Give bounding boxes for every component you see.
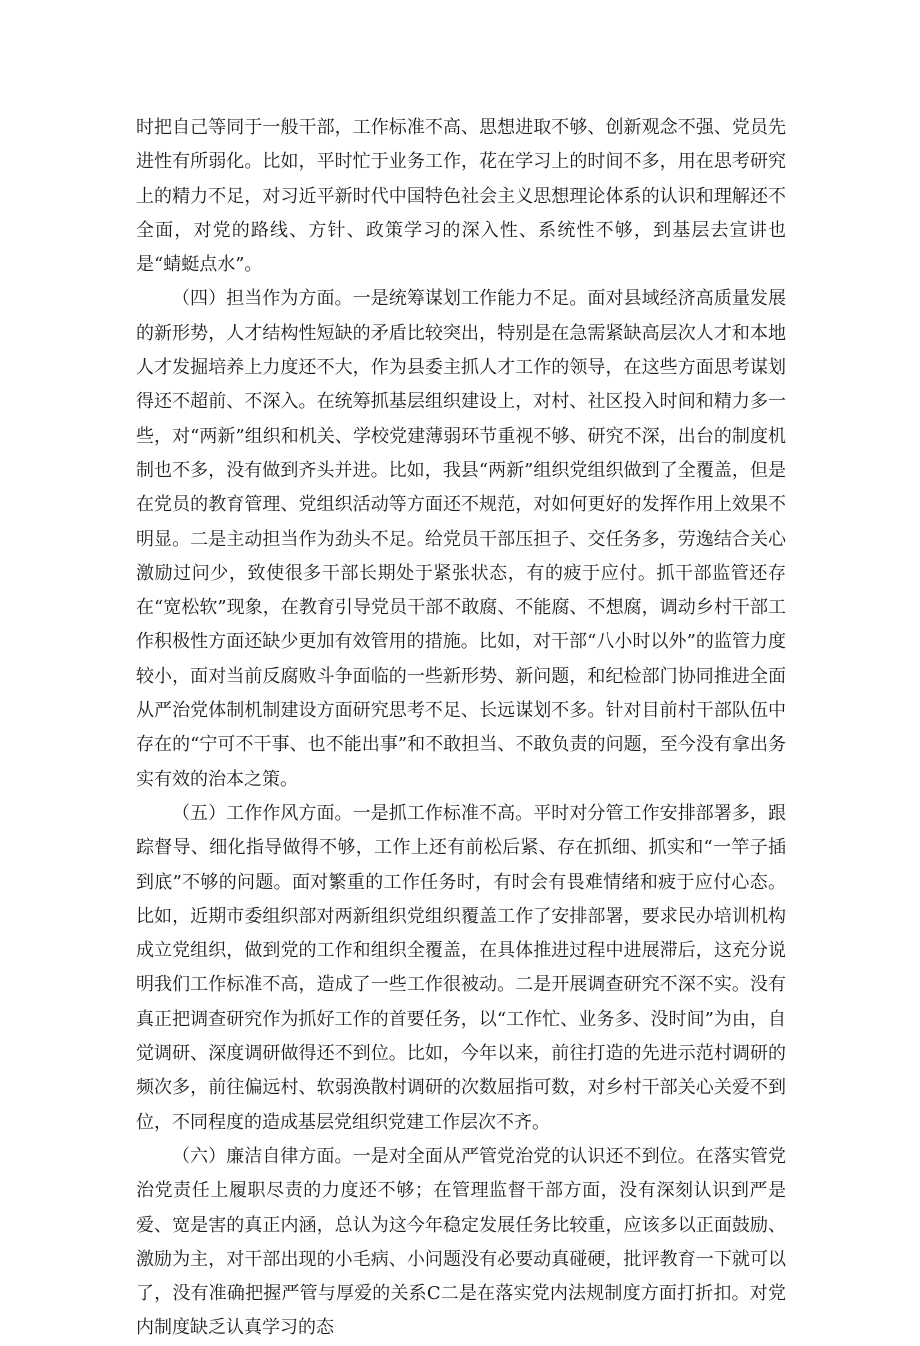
paragraph-section-4-responsibility: （四）担当作为方面。一是统筹谋划工作能力不足。面对县域经济高质量发展的新形势，人才结构性短缺的矛盾比较突出，特别是在急需紧缺高层次人才和本地人才发掘培养上力度还不大，作为县委主抓人才工作的领导，在这些方面思考谋划得还不超前、不深入。在统筹抓基层组织建设上，对村、社区投入时间和精力多一些，对“两新”组织和机关、学校党建薄弱环节重视不够、研究不深，出台的制度机制也不多，没有做到齐头并进。比如，我县“两新”组织党组织做到了全覆盖，但是在党员的教育管理、党组织活动等方面还不规范，对如何更好的发挥作用上效果不明显。二是主动担当作为劲头不足。给党员干部压担子、交任务多，劳逸结合关心激励过问少，致使很多干部长期处于紧张状态，有的疲于应付。抓干部监管还存在“宽松软”现象，在教育引导党员干部不敢腐、不能腐、不想腐，调动乡村干部工作积极性方面还缺少更加有效管用的措施。比如，对干部“八小时以外”的监管力度较小，面对当前反腐败斗争面临的一些新形势、新问题，和纪检部门协同推进全面从严治党体制机制建设方面研究思考不足、长远谋划不多。针对目前村干部队伍中存在的“宁可不干事、也不能出事”和不敢担当、不敢负责的问题，至今没有拿出务实有效的治本之策。: [136, 288, 786, 790]
paragraph-section-6-integrity: （六）廉洁自律方面。一是对全面从严管党治党的认识还不到位。在落实管党治党责任上履职尽责的力度还不够；在管理监督干部方面，没有深刻认识到严是爱、宽是害的真正内涵，总认为这今年稳定发展任务比较重，应该多以正面鼓励、激励为主，对干部出现的小毛病、小问题没有必要动真碰硬，批评教育一下就可以了，没有准确把握严管与厚爱的关系C二是在落实党内法规制度方面打折扣。对党内制度缺乏认真学习的态: [136, 1145, 786, 1339]
paragraph-continuation: 时把自己等同于一般干部，工作标准不高、思想进取不够、创新观念不强、党员先进性有所弱化。比如，平时忙于业务工作，花在学习上的时间不多，用在思考研究上的精力不足，对习近平新时代中国特色社会主义思想理论体系的认识和理解还不全面，对党的路线、方针、政策学习的深入性、系统性不够，到基层去宣讲也是“蜻蜓点水”。: [136, 117, 786, 276]
document-body: [136, 111, 786, 1346]
paragraph-section-5-work-style: （五）工作作风方面。一是抓工作标准不高。平时对分管工作安排部署多，跟踪督导、细化指导做得不够，工作上还有前松后紧、存在抓细、抓实和“一竿子插到底”不够的问题。面对繁重的工作任务时，有时会有畏难情绪和疲于应付心态。比如，近期市委组织部对两新组织党组织覆盖工作了安排部署，要求民办培训机构成立党组织，做到党的工作和组织全覆盖，在具体推进过程中进展滞后，这充分说明我们工作标准不高，造成了一些工作很被动。二是开展调查研究不深不实。没有真正把调查研究作为抓好工作的首要任务，以“工作忙、业务多、没时间”为由，自觉调研、深度调研做得还不到位。比如，今年以来，前往打造的先进示范村调研的频次多，前往偏远村、软弱涣散村调研的次数屈指可数，对乡村干部关心关爱不到位，不同程度的造成基层党组织党建工作层次不齐。: [136, 802, 786, 1133]
